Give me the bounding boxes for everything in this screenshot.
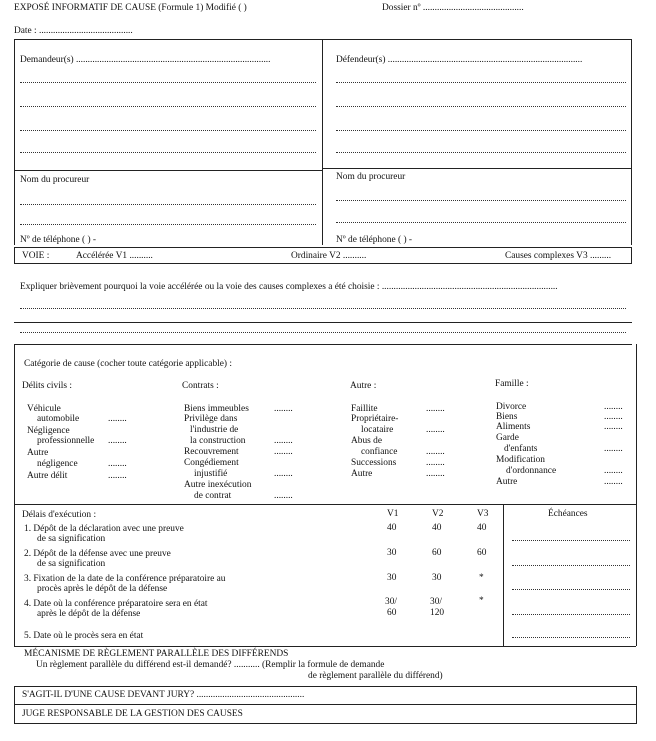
check-abus[interactable]: ........ bbox=[426, 447, 445, 457]
cat-autre-famille: Autre bbox=[496, 477, 518, 487]
col-echeances: Échéances bbox=[548, 509, 588, 519]
check-autre-inexecution[interactable]: ........ bbox=[274, 491, 293, 501]
rule bbox=[631, 39, 632, 245]
write-line[interactable] bbox=[20, 332, 626, 334]
procureur-right-label: Nom du procureur bbox=[336, 172, 406, 182]
write-line[interactable] bbox=[336, 222, 626, 224]
check-modification[interactable]: ........ bbox=[604, 466, 623, 476]
echeance-line[interactable] bbox=[512, 589, 630, 591]
cat-congediement: Congédiement bbox=[184, 458, 239, 468]
cat-biens: Biens bbox=[496, 412, 518, 422]
cat-privilege: Privilège dans bbox=[184, 414, 238, 424]
rule bbox=[14, 39, 15, 245]
check-vehicule[interactable]: ........ bbox=[108, 414, 127, 424]
delai-row4-l2: après le dépôt de la défense bbox=[37, 609, 141, 619]
rule bbox=[636, 504, 637, 646]
delai-row4-v2: 30/ bbox=[430, 597, 442, 607]
delai-row2-v1: 30 bbox=[387, 548, 397, 558]
cat-autre-inexecution: Autre inexécution bbox=[184, 480, 252, 490]
delai-row4-v1: 30/ bbox=[385, 597, 397, 607]
delai-row3-v1: 30 bbox=[387, 573, 397, 583]
cat-locataire: locataire bbox=[361, 425, 394, 435]
cat-automobile: automobile bbox=[37, 414, 80, 424]
check-divorce[interactable]: ........ bbox=[604, 402, 623, 412]
rule bbox=[322, 39, 323, 245]
demandeur-field[interactable]: Demandeur(s) ................................................................................... bbox=[20, 55, 271, 65]
cat-de-contrat: de contrat bbox=[194, 491, 232, 501]
check-biens-immeubles[interactable]: ........ bbox=[274, 404, 293, 414]
rule bbox=[322, 168, 632, 169]
rule bbox=[14, 322, 632, 323]
delai-row2-l2: de sa signification bbox=[37, 559, 106, 569]
mediation-question[interactable]: Un règlement parallèle du différend est-il demandé? ........... (Remplir la formule de demande bbox=[36, 660, 385, 670]
col-v1: V1 bbox=[387, 509, 399, 519]
dossier-field[interactable]: Dossier nº ........................................... bbox=[382, 3, 524, 13]
cat-negligence2: négligence bbox=[37, 459, 78, 469]
write-line[interactable] bbox=[20, 152, 316, 154]
delai-row2-v2: 60 bbox=[432, 548, 442, 558]
echeance-line[interactable] bbox=[512, 565, 630, 567]
cat-divorce: Divorce bbox=[496, 402, 527, 412]
check-recouvrement[interactable]: ........ bbox=[274, 447, 293, 457]
date-field[interactable]: Date : ........................................ bbox=[14, 26, 133, 36]
write-line[interactable] bbox=[336, 152, 626, 154]
write-line[interactable] bbox=[336, 130, 626, 132]
delai-row1-l2: de sa signification bbox=[37, 534, 106, 544]
rule bbox=[636, 344, 637, 504]
check-autre-neg[interactable]: ........ bbox=[108, 459, 127, 469]
delai-row1-v3: 40 bbox=[477, 523, 487, 533]
cat-recouvrement: Recouvrement bbox=[184, 447, 239, 457]
contrats-title: Contrats : bbox=[182, 381, 219, 391]
procureur-left-label: Nom du procureur bbox=[20, 175, 90, 185]
rule bbox=[631, 247, 632, 263]
rule bbox=[14, 247, 15, 263]
cat-aliments: Aliments bbox=[496, 422, 531, 432]
voie-acceleree[interactable]: Accélérée V1 .......... bbox=[76, 251, 153, 261]
expliquer-field[interactable]: Expliquer brièvement pourquoi la voie accélérée ou la voie des causes complexes a été choisie : ........................................................................... bbox=[20, 282, 558, 292]
check-aliments[interactable]: ........ bbox=[604, 422, 623, 432]
cat-successions: Successions bbox=[351, 458, 397, 468]
write-line[interactable] bbox=[336, 82, 626, 84]
rule bbox=[503, 504, 504, 646]
rule bbox=[14, 170, 322, 171]
echeance-line[interactable] bbox=[512, 614, 630, 616]
col-v3: V3 bbox=[477, 509, 489, 519]
cat-autre-neg: Autre bbox=[27, 448, 49, 458]
tel-right-field[interactable]: Nº de téléphone ( ) - bbox=[336, 235, 413, 245]
cat-construction: la construction bbox=[190, 436, 246, 446]
delai-row2-v3: 60 bbox=[477, 548, 487, 558]
delai-row1-l1: 1. Dépôt de la déclaration avec une preuve bbox=[24, 524, 184, 534]
cat-abus: Abus de bbox=[351, 436, 382, 446]
rule bbox=[14, 646, 636, 647]
check-proprietaire[interactable]: ........ bbox=[426, 425, 445, 435]
cat-autre-delit: Autre délit bbox=[27, 471, 68, 481]
cat-proprietaire: Propriétaire- bbox=[351, 414, 399, 424]
delais-heading: Délais d'exécution : bbox=[22, 510, 97, 520]
check-autre-delit[interactable]: ........ bbox=[108, 471, 127, 481]
delai-row1-v1: 40 bbox=[387, 523, 397, 533]
check-autre-famille[interactable]: ........ bbox=[604, 477, 623, 487]
cat-vehicule: Véhicule bbox=[27, 404, 61, 414]
mediation-question2: de règlement parallèle du différend) bbox=[308, 671, 443, 681]
delai-row3-l2: procès après le dépôt de la défense bbox=[37, 584, 168, 594]
voie-ordinaire[interactable]: Ordinaire V2 .......... bbox=[291, 251, 367, 261]
rule bbox=[14, 504, 636, 505]
rule bbox=[14, 504, 15, 646]
cat-ordonnance: d'ordonnance bbox=[506, 466, 557, 476]
write-line[interactable] bbox=[20, 82, 316, 84]
col-v2: V2 bbox=[432, 509, 444, 519]
mediation-title: MÉCANISME DE RÈGLEMENT PARALLÈLE DES DIFFÉRENDS bbox=[24, 649, 289, 659]
write-line[interactable] bbox=[20, 308, 626, 310]
cat-confiance: confiance bbox=[361, 447, 398, 457]
write-line[interactable] bbox=[20, 204, 316, 206]
write-line[interactable] bbox=[20, 130, 316, 132]
delai-row3-v2: 30 bbox=[432, 573, 442, 583]
defendeur-field[interactable]: Défendeur(s) ................................................................................... bbox=[336, 55, 583, 65]
juge-field[interactable]: JUGE RESPONSABLE DE LA GESTION DES CAUSES bbox=[22, 709, 243, 719]
delai-row1-v2: 40 bbox=[432, 523, 442, 533]
cat-negligence: Négligence bbox=[27, 426, 70, 436]
cat-garde: Garde bbox=[496, 433, 519, 443]
cat-modification: Modification bbox=[496, 455, 545, 465]
rule bbox=[14, 686, 15, 724]
cat-enfants: d'enfants bbox=[504, 444, 538, 454]
check-successions[interactable]: ........ bbox=[426, 458, 445, 468]
cat-autre-autre: Autre bbox=[351, 469, 373, 479]
delai-row4-v1b: 60 bbox=[387, 608, 397, 618]
categorie-heading: Catégorie de cause (cocher toute catégorie applicable) : bbox=[24, 359, 232, 369]
check-autre-autre[interactable]: ........ bbox=[426, 469, 445, 479]
jury-field[interactable]: S'AGIT-IL D'UNE CAUSE DEVANT JURY? .............................................. bbox=[22, 690, 305, 700]
cat-injustifie: injustifié bbox=[194, 469, 228, 479]
delits-civils-title: Délits civils : bbox=[22, 381, 72, 391]
tel-left-field[interactable]: Nº de téléphone ( ) - bbox=[20, 235, 97, 245]
echeance-line[interactable] bbox=[512, 637, 630, 639]
rule bbox=[14, 344, 15, 504]
rule bbox=[14, 723, 636, 724]
delai-row4-v2b: 120 bbox=[430, 608, 445, 618]
voie-label: VOIE : bbox=[22, 251, 50, 261]
delai-row2-l1: 2. Dépôt de la défense avec une preuve bbox=[24, 549, 171, 559]
voie-complexes[interactable]: Causes complexes V3 ......... bbox=[505, 251, 612, 261]
check-privilege[interactable]: ........ bbox=[274, 436, 293, 446]
delai-row4-l1: 4. Date où la conférence préparatoire sera en état bbox=[24, 599, 208, 609]
rule bbox=[636, 686, 637, 724]
rule bbox=[14, 39, 632, 40]
famille-title: Famille : bbox=[495, 379, 529, 389]
write-line[interactable] bbox=[336, 106, 626, 108]
cat-industrie: l'industrie de bbox=[190, 425, 239, 435]
delai-row3-l1: 3. Fixation de la date de la conférence préparatoire au bbox=[24, 574, 226, 584]
check-negligence-pro[interactable]: ........ bbox=[108, 436, 127, 446]
cat-faillite: Faillite bbox=[351, 404, 378, 414]
rule bbox=[14, 247, 632, 248]
rule bbox=[14, 704, 636, 705]
check-congediement[interactable]: ........ bbox=[274, 469, 293, 479]
write-line[interactable] bbox=[20, 106, 316, 108]
cat-biens-immeubles: Biens immeubles bbox=[184, 404, 249, 414]
check-garde[interactable]: ........ bbox=[604, 444, 623, 454]
delai-row3-v3: * bbox=[479, 573, 484, 583]
rule bbox=[14, 686, 636, 687]
write-line[interactable] bbox=[336, 200, 626, 202]
cat-professionnelle: professionnelle bbox=[37, 436, 95, 446]
check-biens[interactable]: ........ bbox=[604, 412, 623, 422]
delai-row5-l1: 5. Date où le procès sera en état bbox=[24, 631, 144, 641]
echeance-line[interactable] bbox=[512, 540, 630, 542]
form-title: EXPOSÉ INFORMATIF DE CAUSE (Formule 1) Modifié ( ) bbox=[14, 3, 247, 13]
delai-row4-v3: * bbox=[479, 596, 484, 606]
rule bbox=[14, 344, 632, 345]
write-line[interactable] bbox=[20, 224, 316, 226]
autre-title: Autre : bbox=[350, 381, 377, 391]
rule bbox=[14, 263, 632, 264]
check-faillite[interactable]: ........ bbox=[426, 404, 445, 414]
